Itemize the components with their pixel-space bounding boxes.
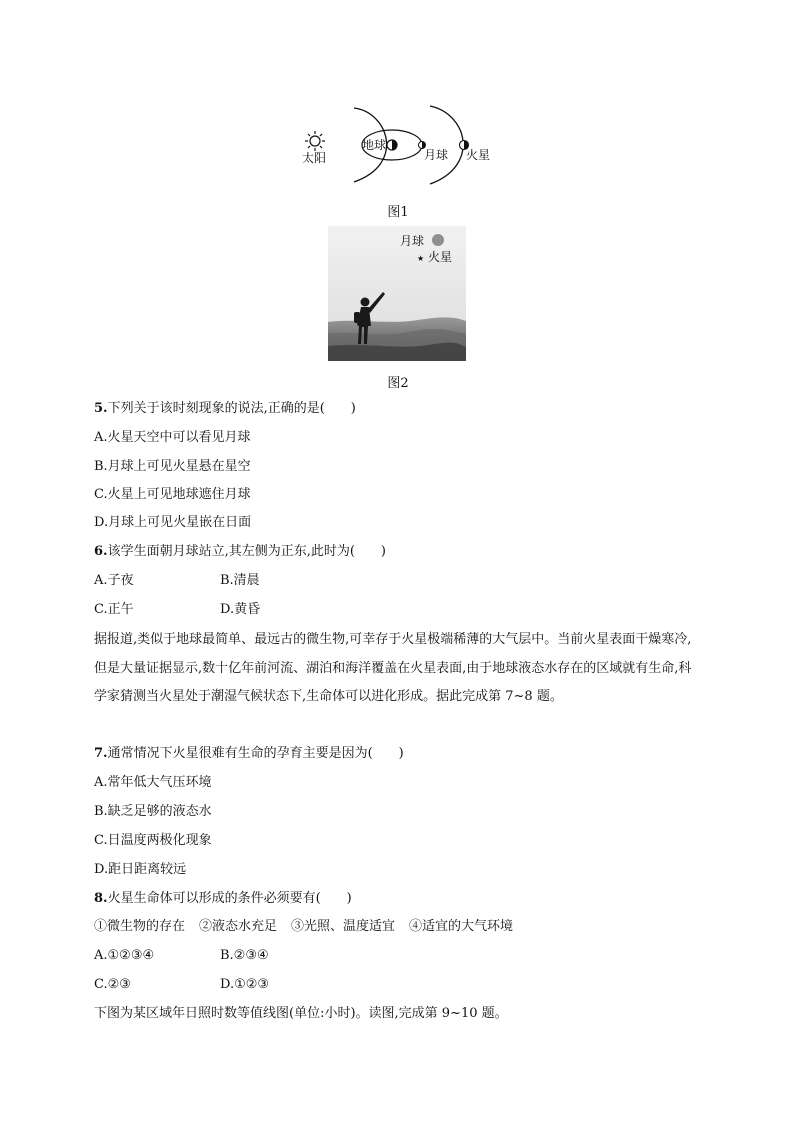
sun-label: 太阳	[302, 151, 327, 165]
photo-moon-label: 月球	[400, 234, 425, 248]
question-8	[94, 890, 352, 908]
student-photo	[328, 226, 466, 361]
option-a: A.子夜	[94, 573, 134, 588]
question-number: 6.	[94, 544, 108, 559]
option-a: A.常年低大气压环境	[94, 775, 212, 790]
option-b: B.清晨	[220, 573, 260, 588]
earth-icon	[387, 140, 397, 150]
question-stem: 下列关于该时刻现象的说法,正确的是( )	[107, 401, 356, 416]
option-d: D.距日距离较远	[94, 862, 187, 877]
condition-2: ②液态水充足	[199, 919, 278, 934]
question-6	[94, 543, 386, 561]
option-row	[94, 947, 269, 965]
earth-label: 地球	[362, 138, 387, 152]
mars-orbit	[430, 106, 463, 184]
question-7	[94, 745, 404, 763]
question-stem: 该学生面朝月球站立,其左侧为正东,此时为( )	[107, 544, 386, 559]
option-b: B.②③④	[220, 948, 269, 963]
option-b: B.月球上可见火星悬在星空	[94, 459, 251, 474]
question-number: 5.	[94, 401, 108, 416]
option-c: C.日温度两极化现象	[94, 833, 212, 848]
moon-photo-icon	[432, 234, 444, 246]
mars-label: 火星	[466, 148, 491, 162]
option-a: A.火星天空中可以看见月球	[94, 430, 251, 445]
condition-3: ③光照、温度适宜	[291, 919, 396, 934]
option-row	[94, 572, 260, 590]
question-number: 7.	[94, 746, 108, 761]
option-c: C.火星上可见地球遮住月球	[94, 487, 251, 502]
option-d: D.①②③	[220, 977, 270, 992]
intro-9-10: 下图为某区域年日照时数等值线图(单位:小时)。读图,完成第 9~10 题。	[94, 1006, 508, 1021]
option-a: A.①②③④	[94, 948, 155, 963]
photo-mars-label: 火星	[428, 250, 453, 264]
question-5	[94, 400, 356, 418]
figure1-caption: 图1	[387, 205, 409, 220]
moon-label: 月球	[424, 148, 449, 162]
orbit-diagram	[296, 104, 502, 188]
question-stem: 通常情况下火星很难有生命的孕育主要是因为( )	[107, 746, 404, 761]
condition-4: ④适宜的大气环境	[409, 919, 514, 934]
sun-icon	[305, 131, 325, 151]
condition-1: ①微生物的存在	[94, 919, 186, 934]
condition-list	[94, 918, 513, 936]
option-c: C.正午	[94, 602, 134, 617]
option-d: D.月球上可见火星嵌在日面	[94, 515, 252, 530]
question-number: 8.	[94, 891, 108, 906]
figure2-caption: 图2	[387, 376, 409, 391]
passage: 据报道,类似于地球最简单、最远古的微生物,可幸存于火星极端稀薄的大气层中。当前火星表面干燥寒冷,但是大量证据显示,数十亿年前河流、湖泊和海洋覆盖在火星表面,由于地球液态水存在的区域就有生命,科学家猜测当火星处于潮湿气候状态下,生命体可以进化形成。据此完成第 7~8 题。	[94, 632, 692, 704]
option-b: B.缺乏足够的液态水	[94, 804, 212, 819]
question-stem: 火星生命体可以形成的条件必须要有( )	[107, 891, 352, 906]
option-d: D.黄昏	[220, 602, 261, 617]
option-row	[94, 976, 270, 994]
option-row	[94, 601, 261, 619]
option-c: C.②③	[94, 977, 131, 992]
mars-star-icon: ★	[417, 254, 425, 263]
